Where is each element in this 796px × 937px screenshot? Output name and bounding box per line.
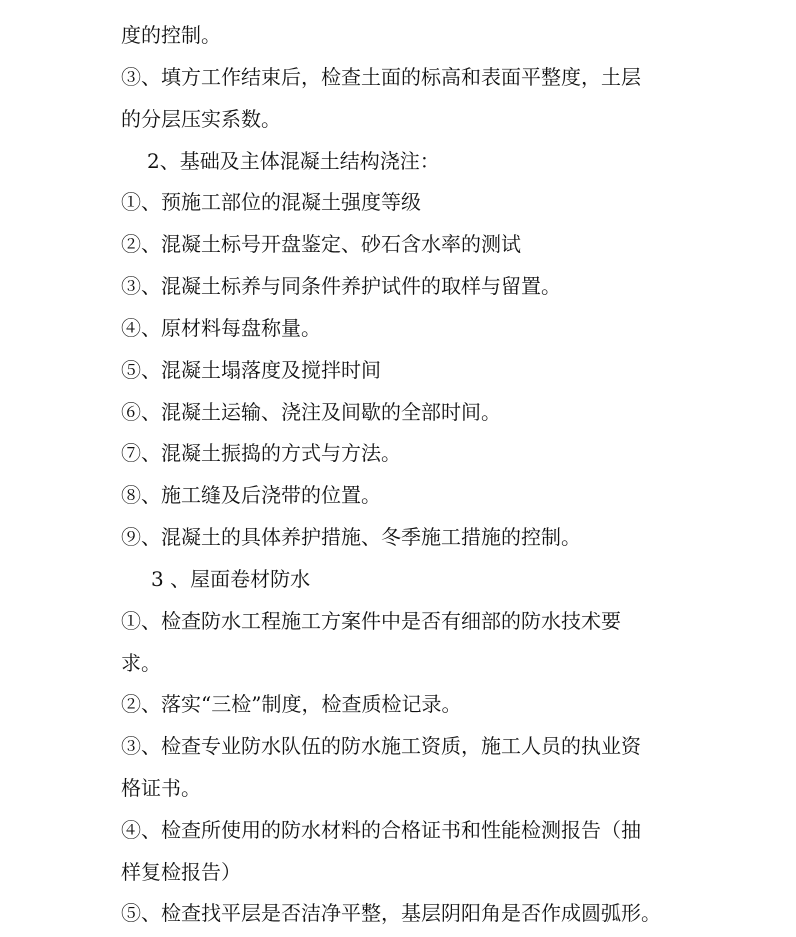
text-line-8: ④、原材料每盘称量。 xyxy=(121,316,321,340)
text-line-18: ③、检查专业防水队伍的防水施工资质，施工人员的执业资 xyxy=(121,734,641,758)
text-line-12: ⑧、施工缝及后浇带的位置。 xyxy=(121,483,381,507)
text-line-16: 求。 xyxy=(121,651,161,675)
text-line-13: ⑨、混凝土的具体养护措施、冬季施工措施的控制。 xyxy=(121,525,581,549)
text-line-11: ⑦、混凝土振捣的方式与方法。 xyxy=(121,441,401,465)
text-line-6: ②、混凝土标号开盘鉴定、砂石含水率的测试 xyxy=(121,232,521,256)
text-line-22: ⑤、检查找平层是否洁净平整，基层阴阳角是否作成圆弧形。 xyxy=(121,901,661,925)
section-heading-2: 2、基础及主体混凝土结构浇注： xyxy=(147,149,440,173)
text-line-17: ②、落实“三检”制度，检查质检记录。 xyxy=(121,692,462,716)
text-line-21: 样复检报告） xyxy=(121,860,241,884)
text-line-15: ①、检查防水工程施工方案件中是否有细部的防水技术要 xyxy=(121,609,621,633)
text-line-5: ①、预施工部位的混凝土强度等级 xyxy=(121,190,421,214)
text-line-9: ⑤、混凝土塌落度及搅拌时间 xyxy=(121,358,381,382)
text-line-1: 度的控制。 xyxy=(121,23,221,47)
text-line-2: ③、填方工作结束后，检查土面的标高和表面平整度，土层 xyxy=(121,65,641,89)
text-line-3: 的分层压实系数。 xyxy=(121,107,281,131)
text-line-10: ⑥、混凝土运输、浇注及间歇的全部时间。 xyxy=(121,400,501,424)
text-line-7: ③、混凝土标养与同条件养护试件的取样与留置。 xyxy=(121,274,561,298)
section-heading-3: 3 、屋面卷材防水 xyxy=(151,567,311,591)
text-line-20: ④、检查所使用的防水材料的合格证书和性能检测报告（抽 xyxy=(121,818,641,842)
text-line-19: 格证书。 xyxy=(121,776,201,800)
